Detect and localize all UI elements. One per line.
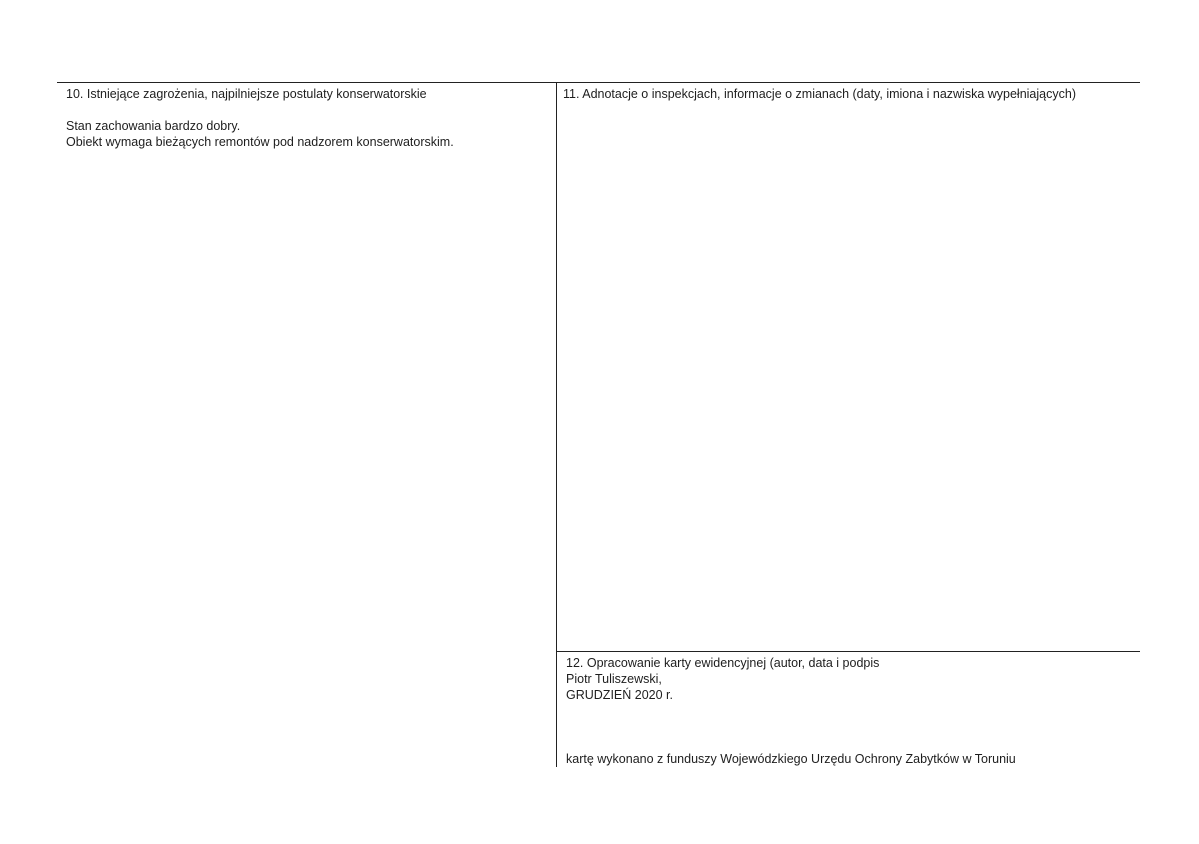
section12-body [566,655,879,703]
section10-line: Stan zachowania bardzo dobry. [66,119,241,133]
column-divider [556,82,557,767]
section12-funding-note: kartę wykonano z funduszy Wojewódzkiego Urzędu Ochrony Zabytków w Toruniu [566,752,1016,766]
section12-date: GRUDZIEŃ 2020 r. [566,688,673,702]
section10-line: Obiekt wymaga bieżących remontów pod nadzorem konserwatorskim. [66,135,454,149]
section12-heading: 12. Opracowanie karty ewidencyjnej (autor, data i podpis [566,656,880,670]
section10-heading: 10. Istniejące zagrożenia, najpilniejsze postulaty konserwatorskie [66,87,427,101]
section10-body [66,118,454,150]
section11-heading: 11. Adnotacje o inspekcjach, informacje o zmianach (daty, imiona i nazwiska wypełniających) [563,87,1076,101]
section12-author: Piotr Tuliszewski, [566,672,662,686]
section12-rule [556,651,1140,652]
top-rule [57,82,1140,83]
